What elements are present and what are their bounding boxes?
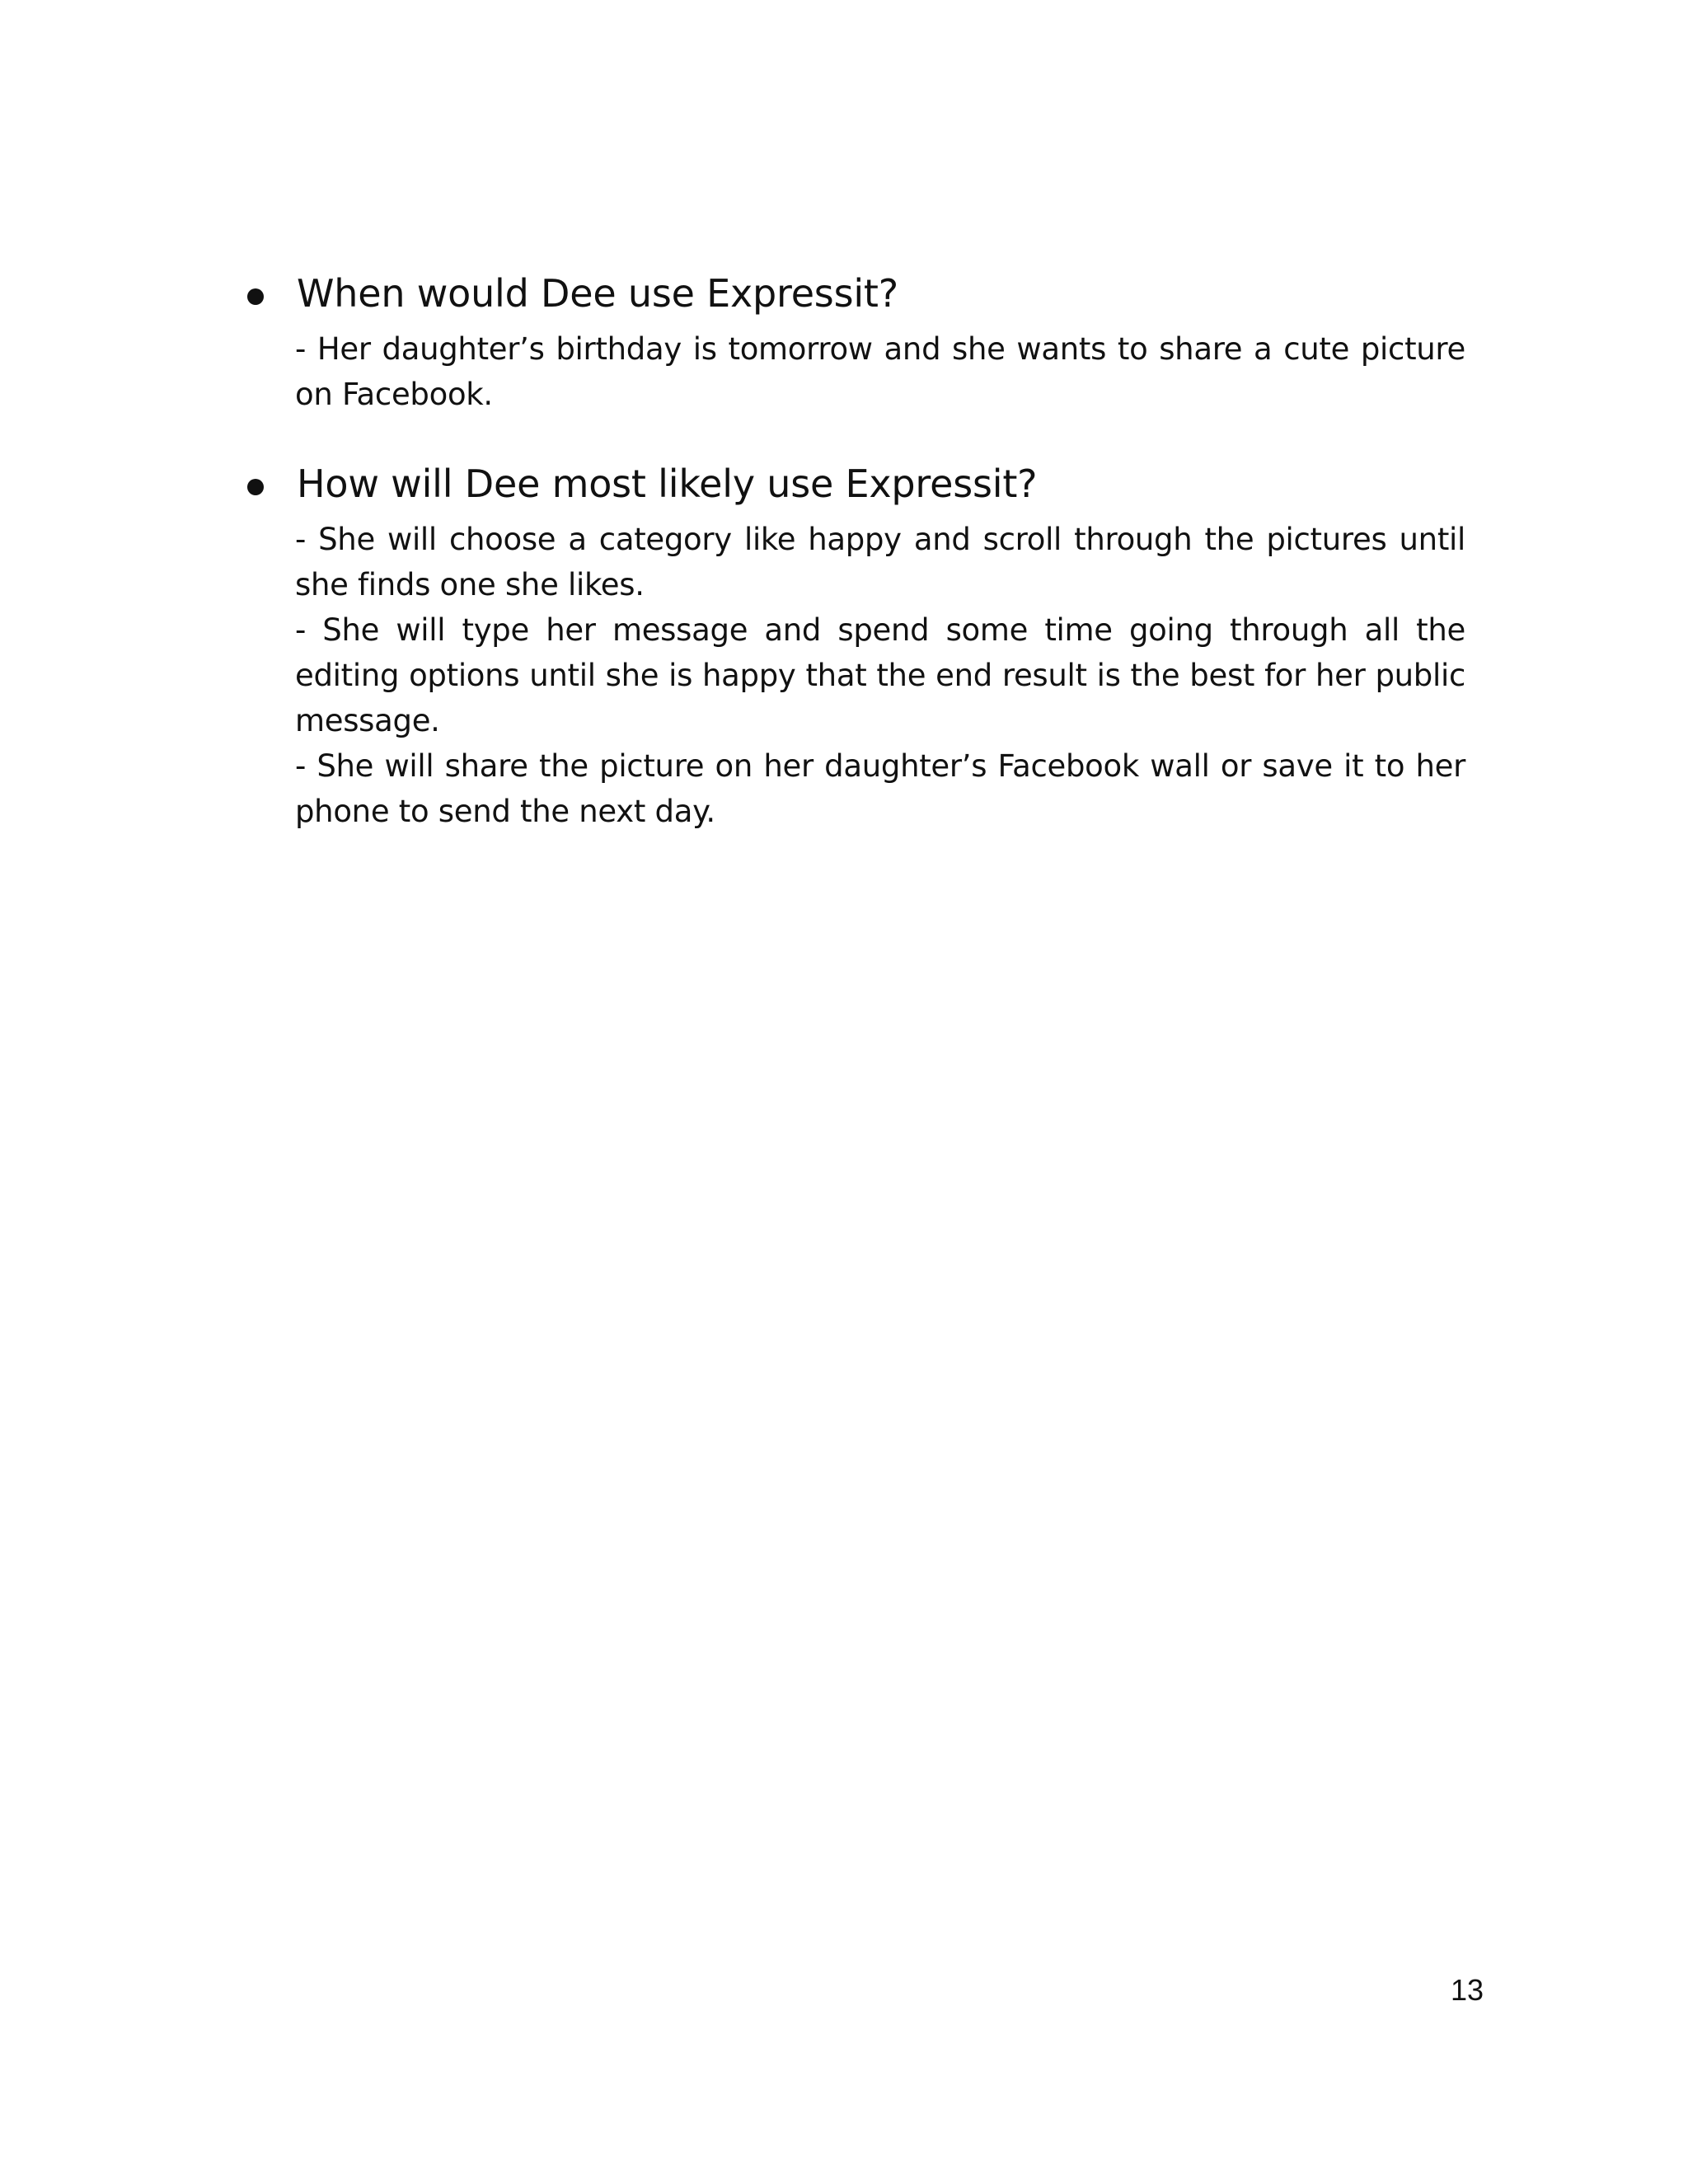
- answer-text: - She will choose a category like happy and scroll through the pictures until she finds one she likes.: [295, 522, 1465, 602]
- answer-block: [295, 326, 1465, 417]
- question-heading: How will Dee most likely use Expressit?: [297, 462, 1038, 506]
- answer-block: [295, 517, 1465, 834]
- bullet-icon: [247, 479, 264, 495]
- answer-text: - She will type her message and spend some time going through all the editing options until she is happy that the end result is the best for her public message.: [295, 612, 1465, 738]
- answer-text: - Her daughter’s birthday is tomorrow and she wants to share a cute picture on Facebook.: [295, 331, 1465, 412]
- bullet-icon: [247, 288, 264, 305]
- question-heading: When would Dee use Expressit?: [297, 271, 898, 316]
- page-number: 13: [1450, 1973, 1484, 2007]
- answer-text: - She will share the picture on her daughter’s Facebook wall or save it to her phone to send the next day.: [295, 748, 1465, 829]
